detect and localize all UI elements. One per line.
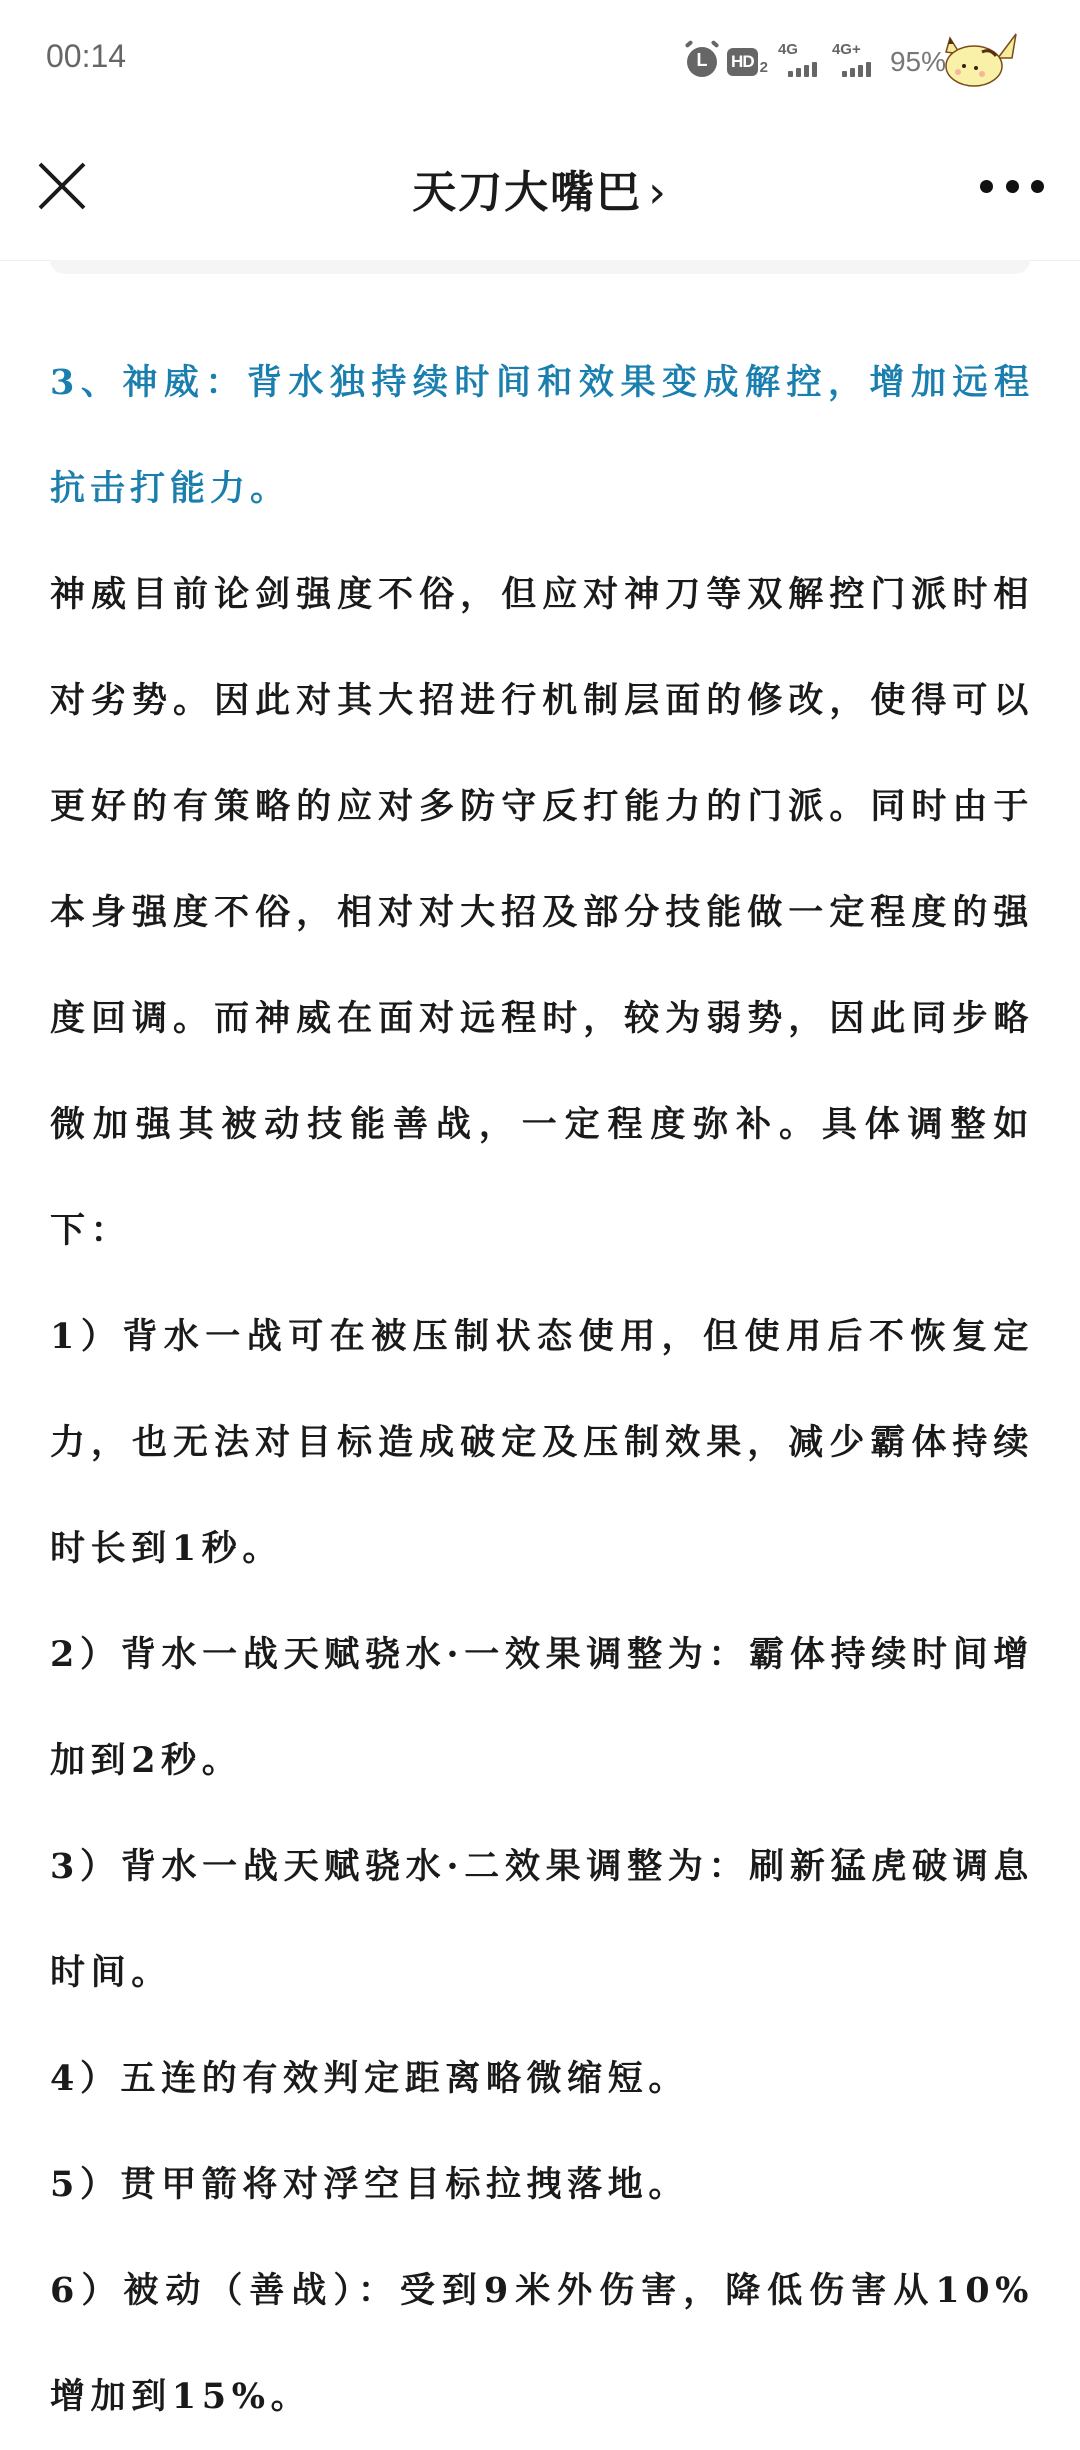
signal-1-label: 4G [777,41,798,58]
list-item: 6）被动（善战）：受到9米外伤害，降低伤害从10%增加到15%。 [50,2270,1034,2417]
battery-percent: 95% [889,46,946,77]
list-item: 3）背水一战天赋骁水·二效果调整为：刷新猛虎破调息时间。 [50,1846,1034,1993]
account-title-link[interactable] [0,156,1080,220]
status-icons [687,42,946,82]
chevron-right-icon: › [648,167,668,218]
status-bar [0,0,1080,120]
hd-sub: 2 [759,59,768,76]
list-item: 2）背水一战天赋骁水·一效果调整为：霸体持续时间增加到2秒。 [50,1634,1034,1781]
more-dots-icon [980,180,993,193]
pikachu-sticker-icon [936,28,1020,92]
alarm-clock-icon: L [687,47,717,77]
article-body [50,330,1034,2450]
signal-2-label: 4G+ [831,41,861,58]
hd-label: HD [727,48,758,76]
more-button[interactable] [980,172,1044,200]
signal-4g-icon [778,43,822,81]
status-time: 00:14 [46,38,127,74]
signal-4g-plus-icon [832,43,876,81]
list-item: 1）背水一战可在被压制状态使用，但使用后不恢复定力，也无法对目标造成破定及压制效果，减少霸体持续时长到1秒。 [50,1316,1034,1569]
card-edge [50,260,1030,274]
nav-bar [0,120,1080,261]
intro-paragraph: 神威目前论剑强度不俗，但应对神刀等双解控门派时相对劣势。因此对其大招进行机制层面的修改，使得可以更好的有策略的应对多防守反打能力的门派。同时由于本身强度不俗，相对对大招及部分技能做一定程度的强度回调。而神威在面对远程时，较为弱势，因此同步略微加强其被动技能善战，一定程度弥补。具体调整如下： [50,574,1034,1251]
list-item: 5）贯甲箭将对浮空目标拉拽落地。 [50,2164,689,2205]
list-item: 4）五连的有效判定距离略微缩短。 [50,2058,689,2099]
hd-voice-icon [727,48,768,76]
page-title: 天刀大嘴巴 [412,167,643,218]
section-heading: 3、神威：背水独持续时间和效果变成解控，增加远程抗击打能力。 [50,362,1034,509]
